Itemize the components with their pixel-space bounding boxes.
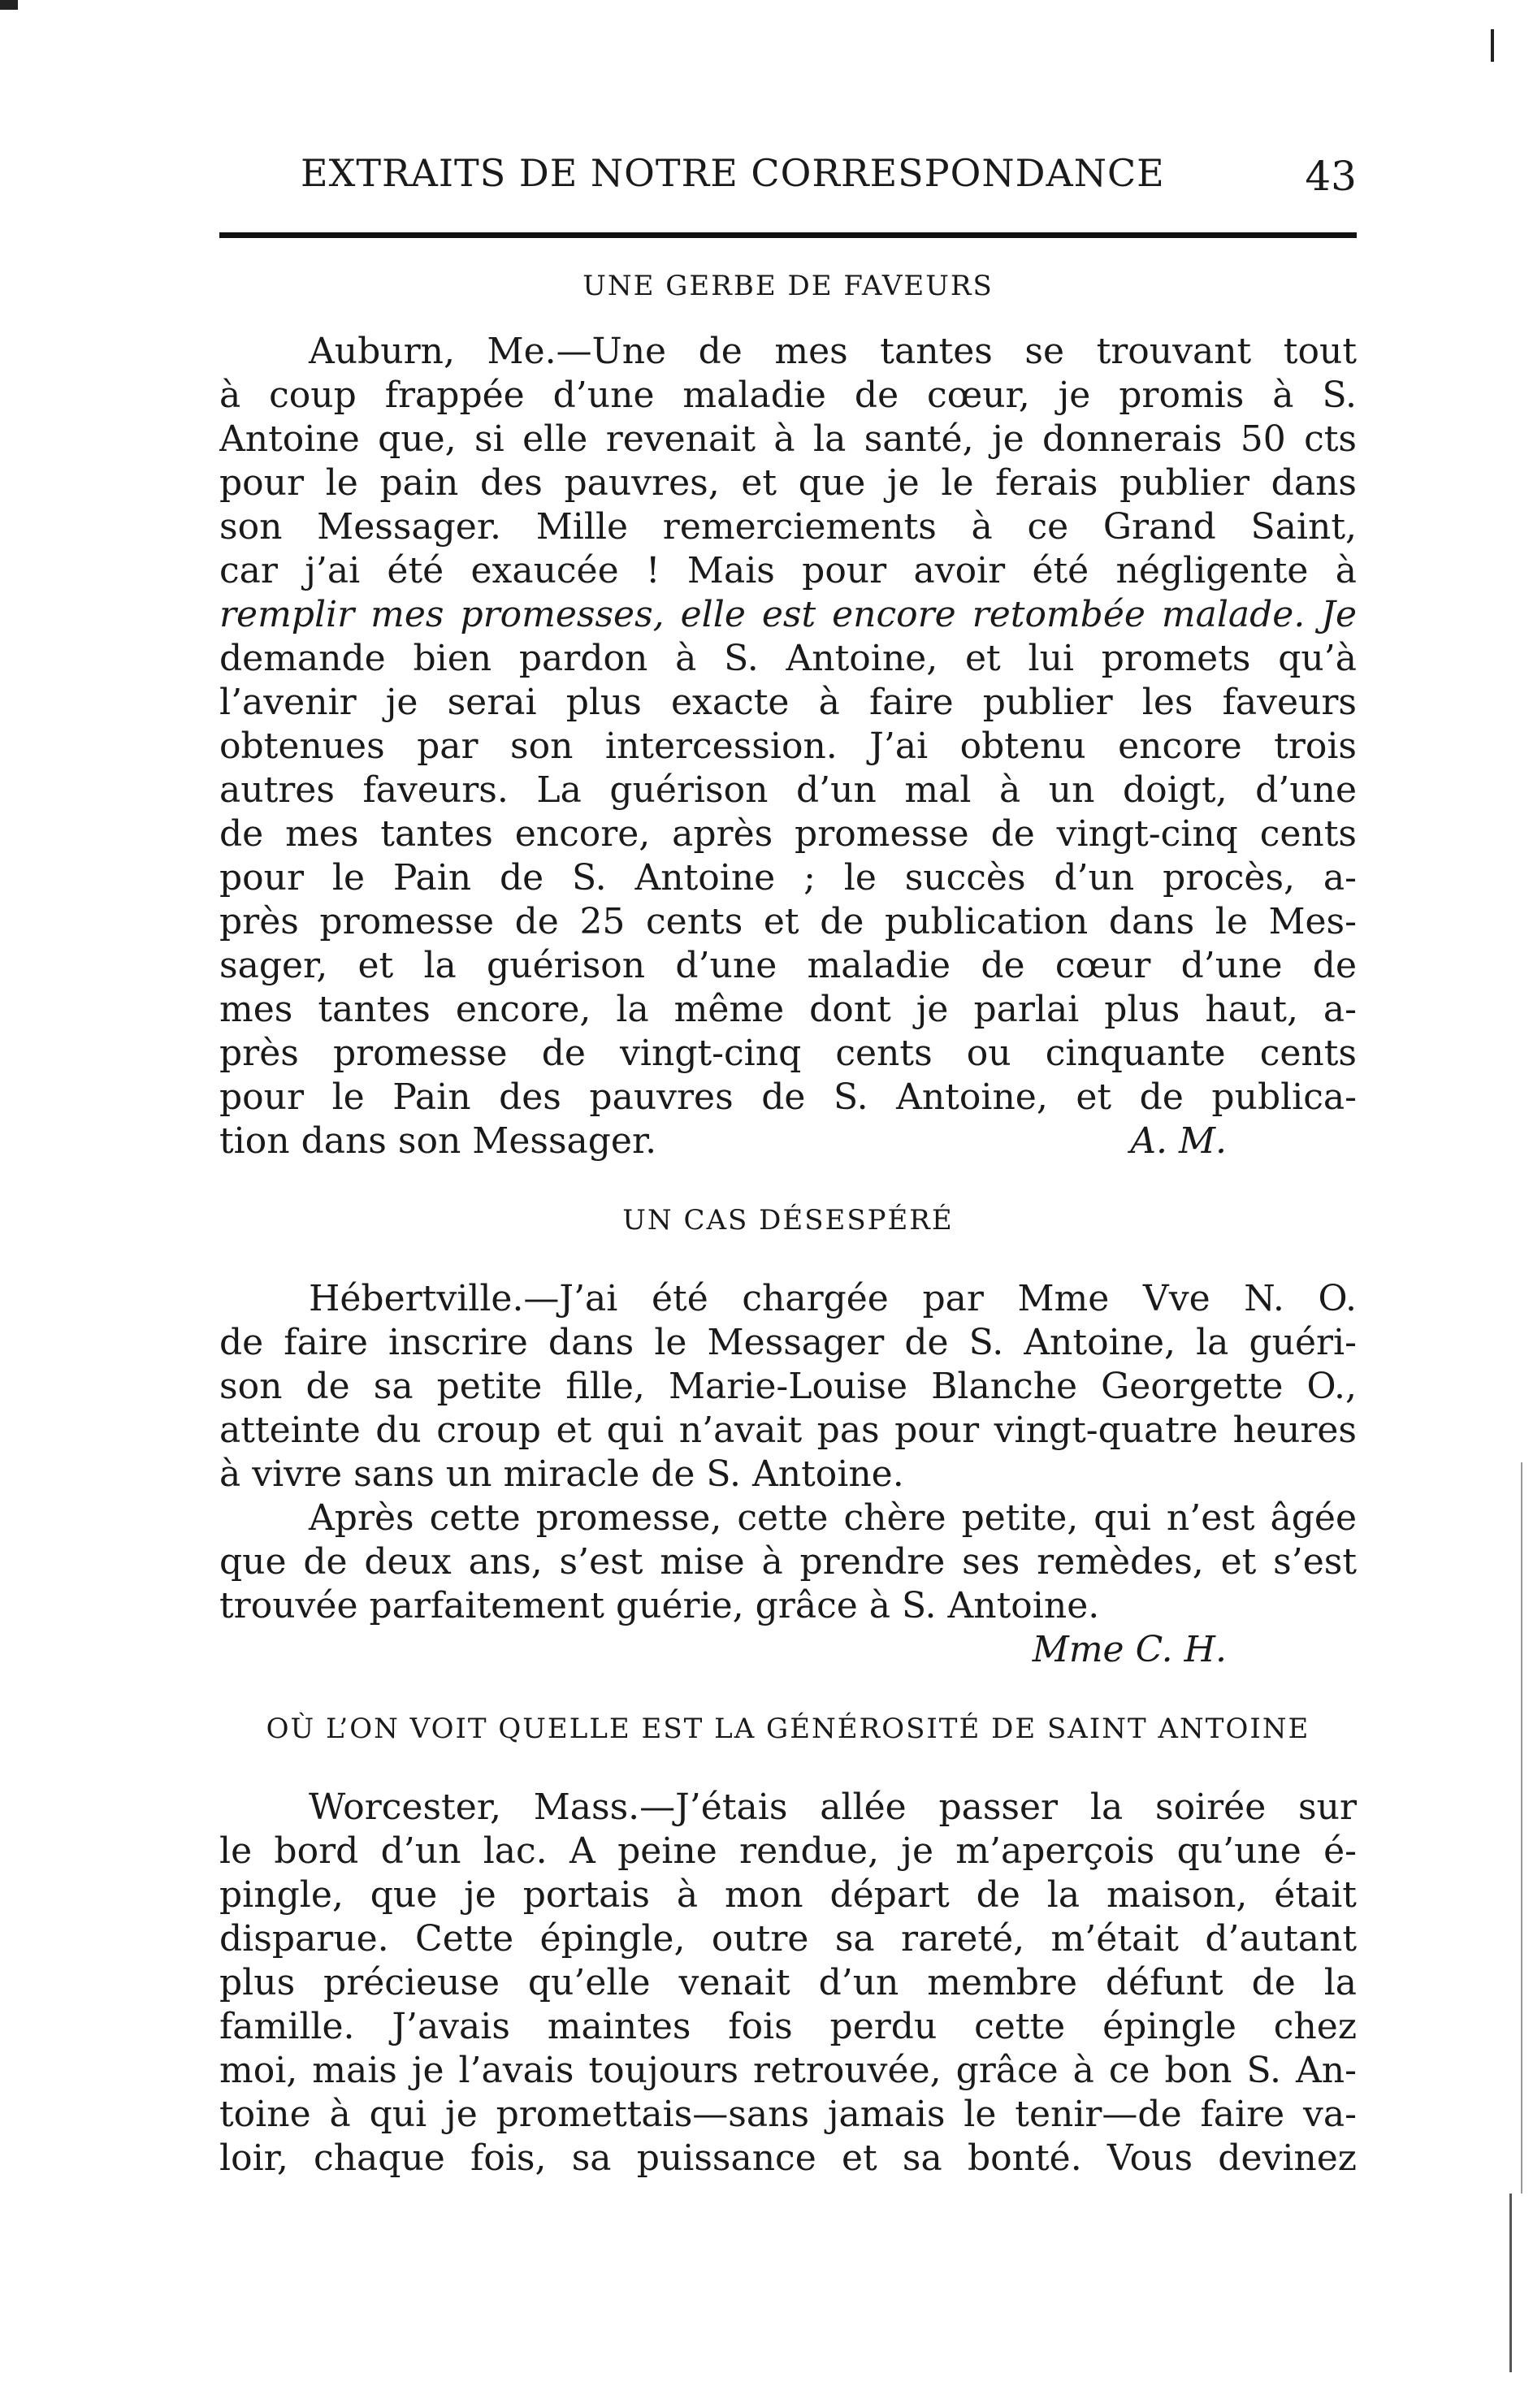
section-title: OÙ L’ON VOIT QUELLE EST LA GÉNÉROSITÉ DE SAINT ANTOINE <box>266 1713 1310 1745</box>
text-line: de mes tantes encore, après promesse de vingt-cinq cents <box>219 813 1357 855</box>
text-line: Antoine que, si elle revenait à la santé, je donnerais 50 cts <box>219 418 1357 460</box>
text-line: plus précieuse qu’elle venait d’un membre défunt de la <box>219 1962 1357 2003</box>
text-line-content: tion dans son Messager. <box>219 1120 657 1162</box>
text-line: son Messager. Mille remerciements à ce Grand Saint, <box>219 506 1357 548</box>
page-number: 43 <box>1305 153 1357 200</box>
scan-artifact <box>0 0 18 10</box>
text-line: demande bien pardon à S. Antoine, et lui promets qu’à <box>219 638 1357 679</box>
text-line: sager, et la guérison d’une maladie de cœur d’une de <box>219 945 1357 986</box>
scan-artifact <box>1521 1462 1522 2194</box>
text-line: famille. J’avais maintes fois perdu cette épingle chez <box>219 2006 1357 2047</box>
text-line: moi, mais je l’avais toujours retrouvée, grâce à ce bon S. An- <box>219 2050 1357 2091</box>
text-line: à vivre sans un miracle de S. Antoine. <box>219 1453 904 1495</box>
text-line: car j’ai été exaucée ! Mais pour avoir été négligente à <box>219 550 1357 591</box>
text-line: à coup frappée d’une maladie de cœur, je promis à S. <box>219 375 1357 416</box>
text-line: de faire inscrire dans le Messager de S. Antoine, la guéri- <box>219 1322 1357 1363</box>
text-line: Auburn, Me.—Une de mes tantes se trouvant tout <box>309 331 1357 372</box>
article-body <box>219 253 1357 2181</box>
text-line: trouvée parfaitement guérie, grâce à S. Antoine. <box>219 1585 1100 1626</box>
text-line: obtenues par son intercession. J’ai obtenu encore trois <box>219 725 1357 767</box>
text-line: le bord d’un lac. A peine rendue, je m’aperçois qu’une é- <box>219 1830 1357 1872</box>
text-line: toine à qui je promettais—sans jamais le tenir—de faire va- <box>219 2094 1357 2135</box>
running-title: EXTRAITS DE NOTRE CORRESPONDANCE <box>301 151 1165 195</box>
text-line: remplir mes promesses, elle est encore retombée malade. Je <box>219 594 1357 635</box>
text-line: Worcester, Mass.—J’étais allée passer la soirée sur <box>309 1787 1357 1828</box>
text-line: Après cette promesse, cette chère petite, qui n’est âgée <box>309 1497 1357 1539</box>
section-title: UN CAS DÉSESPÉRÉ <box>622 1204 954 1236</box>
text-line: pour le Pain des pauvres de S. Antoine, et de publica- <box>219 1076 1357 1118</box>
section-title: UNE GERBE DE FAVEURS <box>582 270 994 302</box>
text-line: atteinte du croup et qui n’avait pas pour vingt-quatre heures <box>219 1410 1357 1451</box>
text-line: près promesse de vingt-cinq cents ou cinquante cents <box>219 1033 1357 1074</box>
text-line: près promesse de 25 cents et de publication dans le Mes- <box>219 901 1357 942</box>
scan-artifact <box>1491 29 1494 62</box>
text-line: mes tantes encore, la même dont je parlai plus haut, a- <box>219 989 1357 1030</box>
signature: A. M. <box>1130 1120 1227 1162</box>
text-line: son de sa petite fille, Marie-Louise Blanche Georgette O., <box>219 1366 1357 1407</box>
text-line: pingle, que je portais à mon départ de la maison, était <box>219 1874 1357 1916</box>
text-line: pour le pain des pauvres, et que je le ferais publier dans <box>219 462 1357 504</box>
text-line: autres faveurs. La guérison d’un mal à un doigt, d’une <box>219 769 1357 811</box>
text-line: disparue. Cette épingle, outre sa rareté, m’était d’autant <box>219 1918 1357 1960</box>
text-line: l’avenir je serai plus exacte à faire publier les faveurs <box>219 682 1357 723</box>
text-line: que de deux ans, s’est mise à prendre ses remèdes, et s’est <box>219 1541 1357 1583</box>
scan-artifact <box>1509 2194 1512 2372</box>
text-line: loir, chaque fois, sa puissance et sa bonté. Vous devinez <box>219 2137 1357 2179</box>
signature: Mme C. H. <box>1032 1629 1227 1670</box>
text-line <box>219 1120 1357 1163</box>
text-line: Hébertville.—J’ai été chargée par Mme Vve N. O. <box>309 1278 1357 1319</box>
page-header <box>219 151 1357 216</box>
header-rule <box>219 232 1357 238</box>
text-line: pour le Pain de S. Antoine ; le succès d’un procès, a- <box>219 857 1357 899</box>
